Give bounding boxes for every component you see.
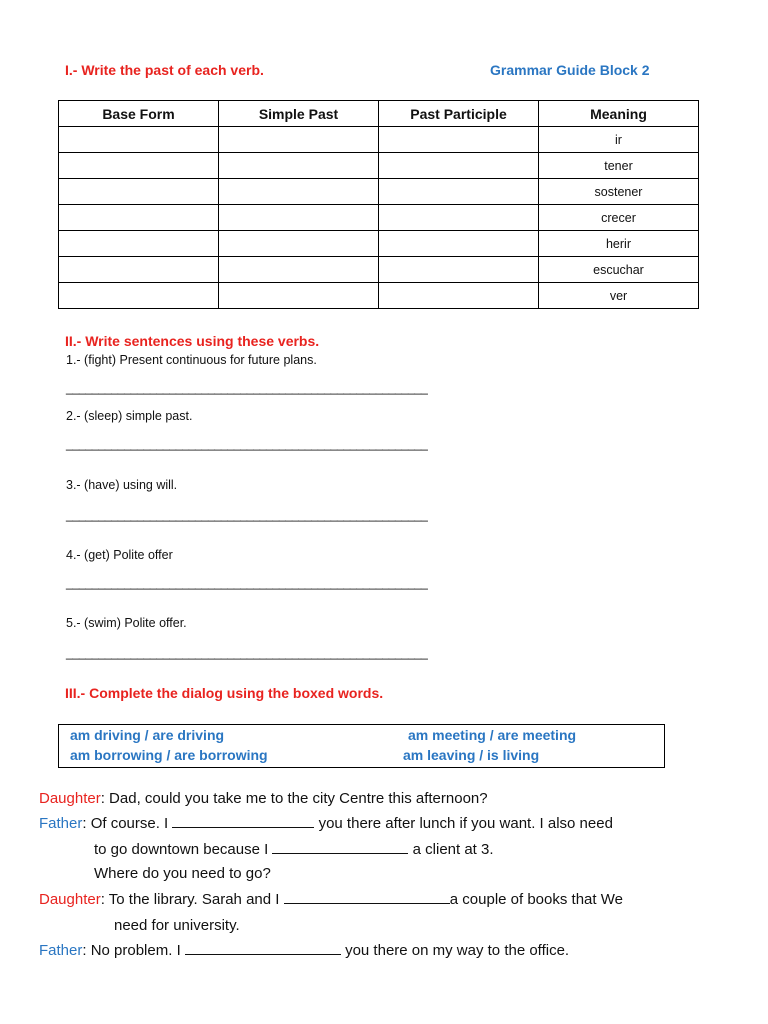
past-participle-cell[interactable] xyxy=(379,205,539,231)
exercise-item-3: 3.- (have) using will. xyxy=(66,478,178,492)
simple-past-cell[interactable] xyxy=(219,257,379,283)
exercise-item-2: 2.- (sleep) simple past. xyxy=(66,409,193,423)
table-row xyxy=(59,283,699,309)
dialog-text: a couple of books that We xyxy=(449,891,623,908)
dialog-line-5 xyxy=(39,891,623,908)
blank-2[interactable] xyxy=(272,841,408,854)
past-participle-cell[interactable] xyxy=(379,231,539,257)
speaker-daughter: Daughter xyxy=(39,891,101,908)
past-participle-cell[interactable] xyxy=(379,257,539,283)
blank-1[interactable] xyxy=(172,815,314,828)
base-form-cell[interactable] xyxy=(59,179,219,205)
guide-title: Grammar Guide Block 2 xyxy=(490,62,650,78)
dialog-line-3 xyxy=(94,841,494,858)
meaning-cell: herir xyxy=(539,231,699,257)
dialog-text: to go downtown because I xyxy=(94,841,269,858)
speaker-father: Father xyxy=(39,815,83,832)
meaning-cell: tener xyxy=(539,153,699,179)
answer-line-5[interactable]: ________________________________________________________ xyxy=(66,646,428,660)
dialog-text: a client at 3. xyxy=(412,841,494,858)
simple-past-cell[interactable] xyxy=(219,283,379,309)
simple-past-cell[interactable] xyxy=(219,127,379,153)
past-participle-cell[interactable] xyxy=(379,127,539,153)
answer-line-1[interactable]: ________________________________________________________ xyxy=(66,381,428,395)
meaning-cell: escuchar xyxy=(539,257,699,283)
dialog-line-7 xyxy=(39,942,569,959)
dialog-line-6: need for university. xyxy=(114,917,240,934)
box-word: am leaving / is living xyxy=(403,747,540,763)
base-form-cell[interactable] xyxy=(59,257,219,283)
simple-past-cell[interactable] xyxy=(219,179,379,205)
meaning-cell: ver xyxy=(539,283,699,309)
box-word: am meeting / are meeting xyxy=(408,727,577,743)
answer-line-4[interactable]: ________________________________________________________ xyxy=(66,576,428,590)
exercise-item-1: 1.- (fight) Present continuous for future plans. xyxy=(66,353,317,367)
table-row xyxy=(59,179,699,205)
header-past-participle: Past Participle xyxy=(379,101,539,127)
simple-past-cell[interactable] xyxy=(219,153,379,179)
exercise-item-5: 5.- (swim) Polite offer. xyxy=(66,616,187,630)
table-row xyxy=(59,153,699,179)
table-row xyxy=(59,205,699,231)
meaning-cell: crecer xyxy=(539,205,699,231)
dialog-line-4: Where do you need to go? xyxy=(94,865,271,882)
box-word: am driving / are driving xyxy=(70,727,225,743)
dialog-line-2 xyxy=(39,815,613,832)
section2-title: II.- Write sentences using these verbs. xyxy=(65,333,320,349)
blank-3[interactable] xyxy=(284,891,450,904)
header-base-form: Base Form xyxy=(59,101,219,127)
simple-past-cell[interactable] xyxy=(219,231,379,257)
verb-table xyxy=(58,100,699,309)
base-form-cell[interactable] xyxy=(59,283,219,309)
header-simple-past: Simple Past xyxy=(219,101,379,127)
past-participle-cell[interactable] xyxy=(379,283,539,309)
speaker-father: Father xyxy=(39,942,83,959)
dialog-text: : To the library. Sarah and I xyxy=(100,891,280,908)
meaning-cell: sostener xyxy=(539,179,699,205)
simple-past-cell[interactable] xyxy=(219,205,379,231)
box-word: am borrowing / are borrowing xyxy=(70,747,268,763)
base-form-cell[interactable] xyxy=(59,127,219,153)
section1-title: I.- Write the past of each verb. xyxy=(65,62,264,78)
base-form-cell[interactable] xyxy=(59,231,219,257)
dialog-line-1 xyxy=(39,790,488,807)
header-meaning: Meaning xyxy=(539,101,699,127)
dialog-text: you there on my way to the office. xyxy=(345,942,570,959)
meaning-cell: ir xyxy=(539,127,699,153)
table-header-row xyxy=(59,101,699,127)
speaker-daughter: Daughter xyxy=(39,790,101,807)
dialog-text: : Dad, could you take me to the city Centre this afternoon? xyxy=(100,790,488,807)
past-participle-cell[interactable] xyxy=(379,179,539,205)
answer-line-3[interactable]: ________________________________________________________ xyxy=(66,508,428,522)
dialog-text: : Of course. I xyxy=(82,815,169,832)
table-row xyxy=(59,127,699,153)
table-row xyxy=(59,231,699,257)
base-form-cell[interactable] xyxy=(59,205,219,231)
table-row xyxy=(59,257,699,283)
dialog-text: : No problem. I xyxy=(82,942,181,959)
base-form-cell[interactable] xyxy=(59,153,219,179)
section3-title: III.- Complete the dialog using the boxed words. xyxy=(65,685,384,701)
dialog-text: you there after lunch if you want. I also need xyxy=(318,815,613,832)
blank-4[interactable] xyxy=(185,942,341,955)
word-box xyxy=(58,724,665,768)
past-participle-cell[interactable] xyxy=(379,153,539,179)
answer-line-2[interactable]: ________________________________________________________ xyxy=(66,437,428,451)
exercise-item-4: 4.- (get) Polite offer xyxy=(66,548,173,562)
